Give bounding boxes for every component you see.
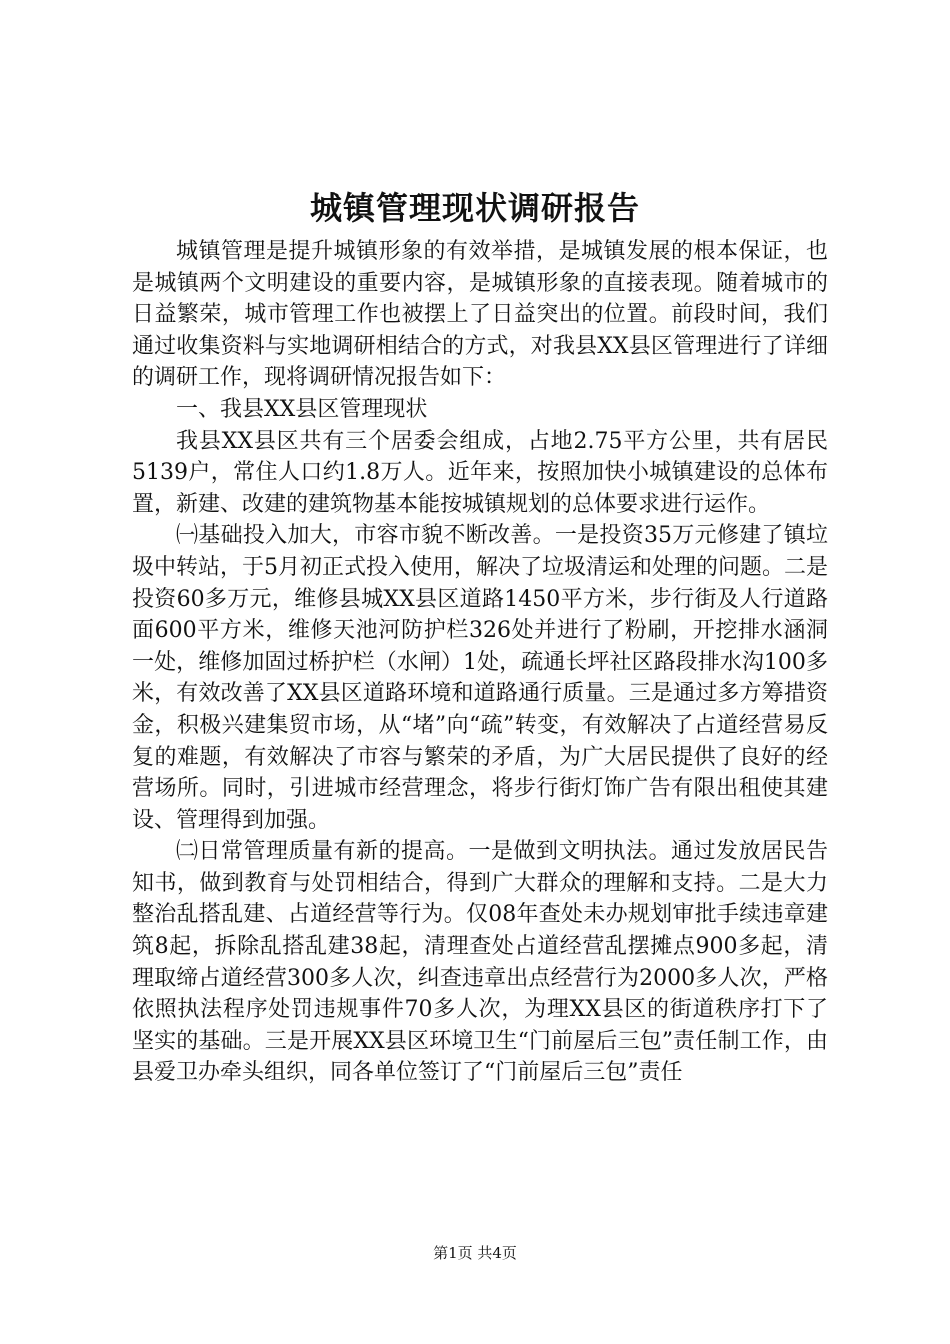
paragraph-intro: 城镇管理是提升城镇形象的有效举措，是城镇发展的根本保证，也是城镇两个文明建设的重要内容，是城镇形象的直接表现。随着城市的日益繁荣，城市管理工作也被摆上了日益突出的位置。前段时间，我们通过收集资料与实地调研相结合的方式，对我县XX县区管理进行了详细的调研工作，现将调研情况报告如下： (132, 239, 828, 391)
section-heading-1: 一、我县XX县区管理现状 (176, 396, 428, 422)
document-title: 城镇管理现状调研报告 (309, 189, 640, 227)
paragraph-daily-management: ㈡日常管理质量有新的提高。一是做到文明执法。通过发放居民告知书，做到教育与处罚相结合，得到广大群众的理解和支持。二是大力整治乱搭乱建、占道经营等行为。仅08年查处未办规划审批手续违章建筑8起，拆除乱搭乱建38起，清理查处占道经营乱摆摊点900多起，清理取缔占道经营300多人次，纠查违章出点经营行为2000多人次，严格依照执法程序处罚违规事件70多人次，为理XX县区的街道秩序打下了坚实的基础。三是开展XX县区环境卫生“门前屋后三包”责任制工作，由县爱卫办牵头组织，同各单位签订了“门前屋后三包”责任 (132, 839, 828, 1086)
document-body (132, 236, 828, 1089)
paragraph-overview: 我县XX县区共有三个居委会组成，占地2.75平方公里，共有居民5139户，常住人口约1.8万人。近年来，按照加快小城镇建设的总体布置，新建、改建的建筑物基本能按城镇规划的总体要求进行运作。 (132, 428, 828, 517)
page-footer: 第1页 共4页 (433, 1244, 517, 1262)
paragraph-infrastructure: ㈠基础投入加大，市容市貌不断改善。一是投资35万元修建了镇垃圾中转站，于5月初正式投入使用，解决了垃圾清运和处理的问题。二是投资60多万元，维修县城XX县区道路1450平方米，步行街及人行道路面600平方米，维修天池河防护栏326处并进行了粉刷，开挖排水涵洞一处，维修加固过桥护栏（水闸）1处，疏通长坪社区路段排水沟100多米，有效改善了XX县区道路环境和道路通行质量。三是通过多方筹措资金，积极兴建集贸市场，从“堵”向“疏”转变，有效解决了占道经营易反复的难题，有效解决了市容与繁荣的矛盾，为广大居民提供了良好的经营场所。同时，引进城市经营理念，将步行街灯饰广告有限出租使其建设、管理得到加强。 (132, 523, 828, 833)
